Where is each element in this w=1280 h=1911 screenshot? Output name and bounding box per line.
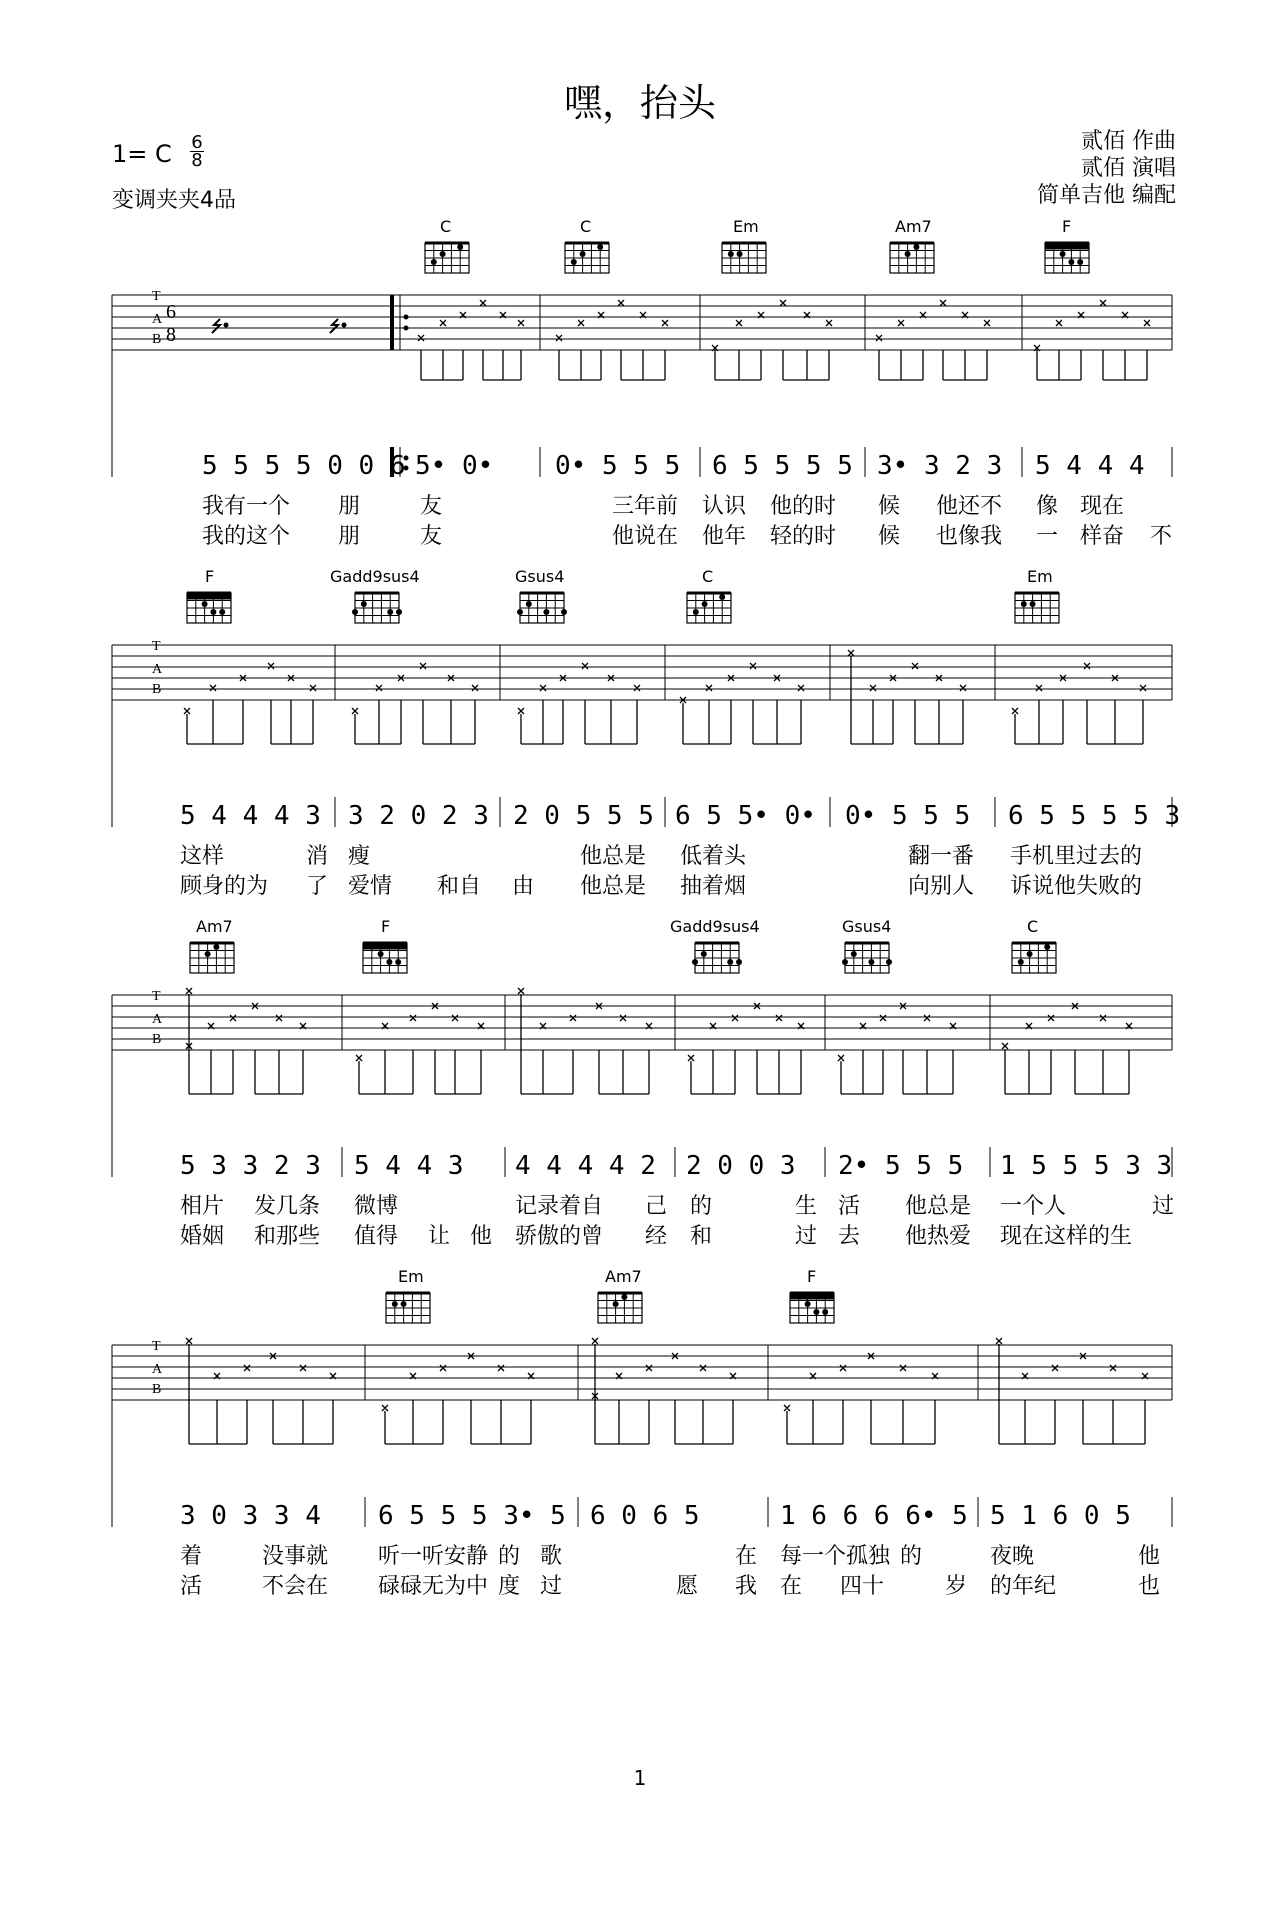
page-number: 1 <box>633 1766 647 1790</box>
lyric: 由 <box>512 874 535 899</box>
lyric: 着 <box>180 1544 203 1569</box>
lyric: 一个人 <box>1000 1194 1067 1219</box>
measure-notes: 3 2 0 2 3 <box>348 801 489 831</box>
tab-letter-t: T <box>152 289 161 304</box>
tab-time-top: 6 <box>166 301 176 323</box>
lyric: 不 <box>1150 524 1173 549</box>
chord-diagram-am7 <box>890 243 934 273</box>
lyric: 岁 <box>945 1574 968 1599</box>
lyric: 他 <box>1138 1544 1161 1569</box>
lyric: 我的这个 <box>202 524 291 549</box>
lyric: 歌 <box>540 1544 563 1569</box>
lyric: 消 <box>306 844 329 869</box>
lyric: 友 <box>420 524 443 549</box>
rhythm-stems <box>421 350 1147 380</box>
lyric: 听一听安静 <box>378 1544 489 1569</box>
time-signature-bottom: 8 <box>191 150 203 171</box>
lyric: 候 <box>878 494 901 519</box>
measure-notes: 3 0 3 3 4 <box>180 1501 321 1531</box>
measure-notes: 2• 5 5 5 <box>838 1151 964 1181</box>
lyric: 和那些 <box>254 1224 321 1249</box>
composer-credit: 贰佰 作曲 <box>1081 129 1176 154</box>
chord-diagram-c <box>565 243 609 273</box>
lyric: 低着头 <box>680 844 747 869</box>
lyric: 三年前 <box>612 494 679 519</box>
lyric: 每一个孤独 <box>780 1544 891 1569</box>
lyric: 他说在 <box>612 524 679 549</box>
lyric: 他总是 <box>905 1194 972 1219</box>
lyric: 他还不 <box>936 494 1003 519</box>
lyric: 手机里过去的 <box>1010 844 1143 869</box>
tab-letter-t: T <box>152 1339 161 1354</box>
lyric: 的 <box>498 1544 521 1569</box>
measure-notes: 5 4 4 4 3 <box>180 801 321 831</box>
lyric: 去 <box>838 1224 861 1249</box>
tab-letter-a: A <box>152 662 163 677</box>
lyric: 他的时 <box>770 494 837 519</box>
lyric: 活 <box>838 1194 861 1219</box>
lyric: 他总是 <box>580 844 647 869</box>
lyric: 也 <box>1138 1574 1161 1599</box>
repeat-dots <box>404 315 409 331</box>
tab-time-bottom: 8 <box>166 324 176 346</box>
measure-notes: 6 5 5 5 3• 5 <box>378 1501 566 1531</box>
chord-name: Gadd9sus4 <box>330 567 420 586</box>
measure-notes: 5 5 5 5 0 0 6 <box>202 451 406 481</box>
chord-name: Am7 <box>895 217 932 236</box>
lyric: 现在这样的生 <box>1000 1224 1133 1249</box>
tab-letter-b: B <box>152 1032 162 1047</box>
barlines <box>112 295 1172 475</box>
measure-notes: 6 5 5 5 5 3 <box>1008 801 1181 831</box>
tab-letter-b: B <box>152 332 162 347</box>
lyric: 碌碌无为中 <box>378 1574 489 1599</box>
measure-notes: 0• 5 5 5 <box>555 451 681 481</box>
tab-letter-b: B <box>152 1382 162 1397</box>
chord-diagram-f <box>363 943 407 973</box>
lyric: 和自 <box>437 874 482 899</box>
lyric: 也像我 <box>936 524 1003 549</box>
measure-notes: 2 0 5 5 5 <box>513 801 654 831</box>
lyric: 朋 <box>338 524 361 549</box>
lyric: 己 <box>645 1194 668 1219</box>
lyric: 他热爱 <box>905 1224 972 1249</box>
chord-diagram-gsus4 <box>842 943 892 973</box>
measure-notes: 1 6 6 6 6• 5 <box>780 1501 968 1531</box>
measure-notes: 4 4 4 4 2 <box>515 1151 656 1181</box>
chord-diagram-f <box>1045 243 1089 273</box>
rest-symbols <box>212 319 346 333</box>
chord-name: Em <box>398 1267 424 1286</box>
arranger-credit: 简单吉他 编配 <box>1037 183 1176 208</box>
chord-diagram-em <box>1015 593 1059 623</box>
chord-diagram-gsus4 <box>517 593 567 623</box>
chord-diagram-em <box>386 1293 430 1323</box>
lyric: 朋 <box>338 494 361 519</box>
chord-diagram-f <box>790 1293 834 1323</box>
lyric: 一 <box>1036 524 1059 549</box>
measure-notes: 0• 5 5 5 <box>845 801 971 831</box>
lyric: 微博 <box>354 1194 399 1219</box>
lyric: 经 <box>645 1224 668 1249</box>
capo-instruction: 变调夹夹4品 <box>112 188 236 213</box>
chord-diagram-gadd9sus4 <box>352 593 402 623</box>
lyric: 在 <box>780 1574 803 1599</box>
lyric: 这样 <box>180 844 225 869</box>
score-system-1 <box>0 215 1280 549</box>
song-title: 嘿，抬头 <box>563 81 716 125</box>
rhythm-stems <box>189 1344 1145 1444</box>
lyric: 候 <box>878 524 901 549</box>
chord-name: Am7 <box>196 917 233 936</box>
barlines <box>112 995 1172 1175</box>
credits <box>1037 128 1176 209</box>
chord-name: Em <box>733 217 759 236</box>
lyric: 像 <box>1036 494 1059 519</box>
time-signature-top: 6 <box>191 132 203 153</box>
chord-name: Gsus4 <box>842 917 892 936</box>
chord-diagram-am7 <box>190 943 234 973</box>
lyric: 我有一个 <box>202 494 291 519</box>
chord-diagram-gadd9sus4 <box>692 943 742 973</box>
lyric: 夜晚 <box>990 1544 1035 1569</box>
lyric: 的 <box>900 1544 923 1569</box>
lyric: 抽着烟 <box>680 874 747 899</box>
score-system-3 <box>0 915 1280 1249</box>
lyric: 样奋 <box>1080 524 1125 549</box>
lyric: 骄傲的曾 <box>515 1224 604 1249</box>
lyric: 现在 <box>1080 494 1125 519</box>
lyric: 爱情 <box>348 874 393 899</box>
tab-letter-a: A <box>152 312 163 327</box>
strum-marks <box>418 300 1150 351</box>
measure-notes: 5 4 4 4 <box>1035 451 1145 481</box>
score-system-4 <box>0 1265 1280 1599</box>
chord-name: Em <box>1027 567 1053 586</box>
lyric: 友 <box>420 494 443 519</box>
lyric: 过 <box>795 1224 818 1249</box>
lyric: 他 <box>470 1224 493 1249</box>
measure-notes: 2 0 0 3 <box>686 1151 796 1181</box>
lyric: 我 <box>735 1574 758 1599</box>
chord-name: C <box>440 217 452 236</box>
key-signature: 1= C <box>112 140 172 168</box>
rhythm-stems <box>189 994 1129 1094</box>
measure-notes: 1 5 5 5 3 3 <box>1000 1151 1173 1181</box>
measure-notes: 3• 3 2 3 <box>877 451 1003 481</box>
lyric: 了 <box>306 874 329 899</box>
lyric: 愿 <box>676 1574 699 1599</box>
chord-diagram-c <box>687 593 731 623</box>
chord-name: F <box>381 917 391 936</box>
measure-notes: 6 0 6 5 <box>590 1501 700 1531</box>
lyric: 让 <box>428 1224 451 1249</box>
lyric: 相片 <box>180 1194 225 1219</box>
lyric: 生 <box>795 1194 818 1219</box>
lyric: 他总是 <box>580 874 647 899</box>
lyric: 顾身的为 <box>180 874 269 899</box>
chord-name: F <box>807 1267 817 1286</box>
measure-notes: 6 5 5• 0• <box>675 801 816 831</box>
lyric: 和 <box>690 1224 713 1249</box>
measure-notes: 5 3 3 2 3 <box>180 1151 321 1181</box>
tab-lines <box>112 295 1172 350</box>
lyric: 瘦 <box>348 844 371 869</box>
lyric: 他年 <box>702 524 747 549</box>
measure-notes: 5 1 6 0 5 <box>990 1501 1131 1531</box>
tab-letter-a: A <box>152 1362 163 1377</box>
lyric: 向别人 <box>908 874 975 899</box>
lyric: 轻的时 <box>770 524 837 549</box>
tab-lines <box>112 995 1172 1050</box>
lyric: 活 <box>180 1574 203 1599</box>
lyric: 发几条 <box>254 1194 321 1219</box>
lyric: 的年纪 <box>990 1574 1057 1599</box>
lyric: 诉说他失败的 <box>1010 874 1143 899</box>
tab-letter-a: A <box>152 1012 163 1027</box>
lyric: 值得 <box>354 1224 399 1249</box>
chord-diagram-am7 <box>598 1293 642 1323</box>
measure-notes: 6 5 5 5 5 <box>712 451 853 481</box>
time-signature <box>188 134 206 169</box>
tab-letter-t: T <box>152 989 161 1004</box>
lyric: 四十 <box>840 1574 885 1599</box>
tab-letter-t: T <box>152 639 161 654</box>
lyric: 度 <box>498 1574 521 1599</box>
tab-lines <box>112 645 1172 700</box>
chord-name: F <box>1062 217 1072 236</box>
measure-notes: 5 4 4 3 <box>354 1151 464 1181</box>
chord-name: F <box>205 567 215 586</box>
singer-credit: 贰佰 演唱 <box>1081 156 1176 181</box>
chord-name: C <box>1027 917 1039 936</box>
lyric: 过 <box>540 1574 563 1599</box>
chord-name: Gadd9sus4 <box>670 917 760 936</box>
barlines <box>112 1345 1172 1525</box>
chord-diagram-em <box>722 243 766 273</box>
score-system-2 <box>0 565 1280 899</box>
chord-name: C <box>702 567 714 586</box>
lyric: 在 <box>735 1544 758 1569</box>
chord-name: Am7 <box>605 1267 642 1286</box>
tab-letter-b: B <box>152 682 162 697</box>
measure-notes: 5• 0• <box>415 451 494 481</box>
lyric: 不会在 <box>262 1574 329 1599</box>
lyric: 的 <box>690 1194 713 1219</box>
chord-diagram-f <box>187 593 231 623</box>
lyric: 记录着自 <box>515 1194 604 1219</box>
lyric: 认识 <box>702 494 747 519</box>
lyric: 过 <box>1152 1194 1175 1219</box>
lyric: 没事就 <box>262 1544 329 1569</box>
chord-diagram-c <box>1012 943 1056 973</box>
chord-name: Gsus4 <box>515 567 565 586</box>
chord-name: C <box>580 217 592 236</box>
chord-diagram-c <box>425 243 469 273</box>
lyric: 婚姻 <box>180 1224 225 1249</box>
lyric: 翻一番 <box>908 844 975 869</box>
